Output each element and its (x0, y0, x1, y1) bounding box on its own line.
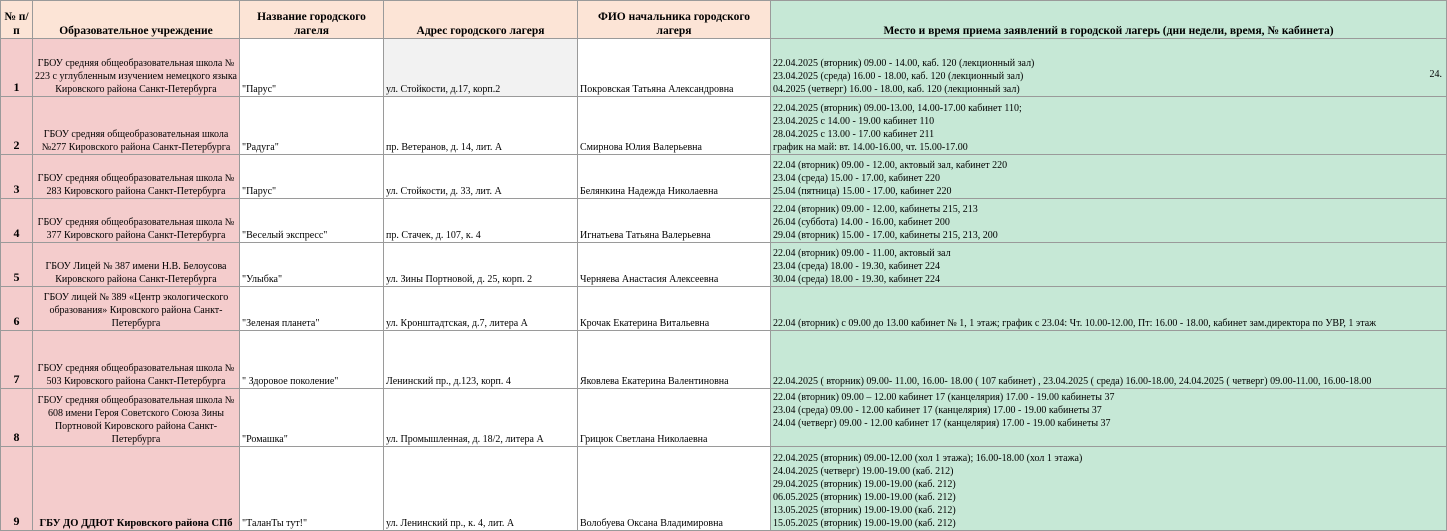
schedule-line: 30.04 (среда) 18.00 - 19.30, кабинет 224 (773, 274, 941, 285)
schedule-line: 22.04 (вторник) 09.00 - 12.00, актовый зал, кабинет 220 (773, 160, 1008, 171)
schedule-cell (771, 287, 1447, 331)
schedule-line: 22.04.2025 (вторник) 09.00-12.00 (хол 1 этажа); 16.00-18.00 (хол 1 этажа) (773, 453, 1083, 464)
row-num: 2 (1, 97, 33, 155)
school-cell: ГБУ ДО ДДЮТ Кировского района СПб (33, 447, 240, 531)
address-cell: ул. Ленинский пр., к. 4, лит. А (384, 447, 578, 531)
schedule-line: 22.04.2025 (вторник) 09.00-13.00, 14.00-17.00 кабинет 110; (773, 103, 1022, 114)
schedule-line: 28.04.2025 с 13.00 - 17.00 кабинет 211 (773, 129, 935, 140)
schedule-line: 13.05.2025 (вторник) 19.00-19.00 (каб. 212) (773, 505, 956, 516)
camp-name-cell: " Здоровое поколение" (240, 331, 384, 389)
schedule-line: 06.05.2025 (вторник) 19.00-19.00 (каб. 212) (773, 492, 956, 503)
schedule-cell (771, 39, 1447, 97)
table-row (1, 389, 1447, 447)
table-row (1, 447, 1447, 531)
row-num: 8 (1, 389, 33, 447)
schedule-cell (771, 155, 1447, 199)
camp-name-cell: "Улыбка" (240, 243, 384, 287)
camp-name-cell: "Зеленая планета" (240, 287, 384, 331)
camp-name-cell: "Парус" (240, 39, 384, 97)
row-num: 7 (1, 331, 33, 389)
director-cell: Волобуева Оксана Владимировна (578, 447, 771, 531)
director-cell: Игнатьева Татьяна Валерьевна (578, 199, 771, 243)
schedule-line: 23.04 (среда) 09.00 - 12.00 кабинет 17 (канцелярия) 17.00 - 19.00 кабинеты 37 (773, 405, 1102, 416)
address-cell: ул. Стойкости, д. 33, лит. А (384, 155, 578, 199)
school-cell: ГБОУ средняя общеобразовательная школа № 503 Кировского района Санкт-Петербурга (33, 331, 240, 389)
schedule-cell (771, 97, 1447, 155)
address-cell: Ленинский пр., д.123, корп. 4 (384, 331, 578, 389)
schedule-line: 23.04.2025 с 14.00 - 19.00 кабинет 110 (773, 116, 935, 127)
schedule-line: 23.04 (среда) 18.00 - 19.30, кабинет 224 (773, 261, 941, 272)
row-num: 6 (1, 287, 33, 331)
schedule-cell (771, 199, 1447, 243)
schedule-line: 22.04 (вторник) 09.00 - 11.00, актовый зал (773, 248, 951, 259)
schedule-line: 22.04 (вторник) с 09.00 до 13.00 кабинет № 1, 1 этаж; график с 23.04: Чт. 10.00-12.00, Пт: 16.00 - 18.00, кабинет зам.директора по УВР, 1 этаж (773, 318, 1377, 329)
schedule-line: 26.04 (суббота) 14.00 - 16.00, кабинет 200 (773, 217, 950, 228)
schedule-line: 22.04.2025 (вторник) 09.00 - 14.00, каб. 120 (лекционный зал) (773, 58, 1035, 69)
schedule-line: 24.04 (четверг) 09.00 - 12.00 кабинет 17 (канцелярия) 17.00 - 19.00 кабинеты 37 (773, 418, 1111, 429)
table-row (1, 155, 1447, 199)
camp-name-cell: "Радуга" (240, 97, 384, 155)
director-cell: Черняева Анастасия Алексеевна (578, 243, 771, 287)
schedule-line: 23.04 (среда) 15.00 - 17.00, кабинет 220 (773, 173, 941, 184)
schedule-line: 22.04.2025 ( вторник) 09.00- 11.00, 16.00- 18.00 ( 107 кабинет) , 23.04.2025 ( среда) 16.00-18.00, 24.04.2025 ( четверг) 09.00-11.00, 16.00-18.00 (773, 376, 1372, 387)
schedule-cell (771, 389, 1447, 447)
school-cell: ГБОУ средняя общеобразовательная школа № 223 с углубленным изучением немецкого языка Кировского района Санкт-Петербурга (33, 39, 240, 97)
header-camp-name: Название городского лагеля (240, 1, 384, 39)
schedule-line: 24.04.2025 (четверг) 19.00-19.00 (каб. 212) (773, 466, 954, 477)
school-cell: ГБОУ средняя общеобразовательная школа № 283 Кировского района Санкт-Петербурга (33, 155, 240, 199)
header-schedule: Место и время приема заявлений в городской лагерь (дни недели, время, № кабинета) (771, 1, 1447, 39)
header-address: Адрес городского лагеря (384, 1, 578, 39)
schedule-line: 29.04.2025 (вторник) 19.00-19.00 (каб. 212) (773, 479, 956, 490)
table-row (1, 331, 1447, 389)
table-row (1, 287, 1447, 331)
schedule-line: 22.04 (вторник) 09.00 - 12.00, кабинеты 215, 213 (773, 204, 978, 215)
director-cell: Покровская Татьяна Александровна (578, 39, 771, 97)
table-row (1, 243, 1447, 287)
row-num: 9 (1, 447, 33, 531)
row-num: 5 (1, 243, 33, 287)
schedule-line: 15.05.2025 (вторник) 19.00-19.00 (каб. 212) (773, 518, 956, 529)
camp-name-cell: "Парус" (240, 155, 384, 199)
schedule-line: 22.04 (вторник) 09.00 – 12.00 кабинет 17 (канцелярия) 17.00 - 19.00 кабинеты 37 (773, 392, 1115, 403)
school-cell: ГБОУ средняя общеобразовательная школа № 608 имени Героя Советского Союза Зины Портновой Кировского района Санкт-Петербурга (33, 389, 240, 447)
director-cell: Крочак Екатерина Витальевна (578, 287, 771, 331)
school-cell: ГБОУ Лицей № 387 имени Н.В. Белоусова Кировского района Санкт-Петербурга (33, 243, 240, 287)
schedule-cell (771, 331, 1447, 389)
schedule-cell (771, 447, 1447, 531)
header-row (1, 1, 1447, 39)
header-num: № п/п (1, 1, 33, 39)
director-cell: Смирнова Юлия Валерьевна (578, 97, 771, 155)
address-cell: ул. Промышленная, д. 18/2, литера А (384, 389, 578, 447)
row-num: 4 (1, 199, 33, 243)
row-num: 3 (1, 155, 33, 199)
director-cell: Яковлева Екатерина Валентиновна (578, 331, 771, 389)
schedule-line: график на май: вт. 14.00-16.00, чт. 15.00-17.00 (773, 142, 968, 153)
schedule-line: 25.04 (пятница) 15.00 - 17.00, кабинет 220 (773, 186, 952, 197)
school-cell: ГБОУ средняя общеобразовательная школа №277 Кировского района Санкт-Петербурга (33, 97, 240, 155)
schedule-line: 29.04 (вторник) 15.00 - 17.00, кабинеты 215, 213, 200 (773, 230, 998, 241)
table-row (1, 39, 1447, 97)
address-cell: ул. Зины Портновой, д. 25, корп. 2 (384, 243, 578, 287)
schedule-cell (771, 243, 1447, 287)
director-cell: Белянкина Надежда Николаевна (578, 155, 771, 199)
address-cell: пр. Ветеранов, д. 14, лит. А (384, 97, 578, 155)
table-row (1, 199, 1447, 243)
table-row (1, 97, 1447, 155)
schedule-line: 23.04.2025 (среда) 16.00 - 18.00, каб. 120 (лекционный зал) (773, 71, 1024, 82)
header-school: Образовательное учреждение (33, 1, 240, 39)
header-director: ФИО начальника городского лагеря (578, 1, 771, 39)
camp-name-cell: "ТаланТы тут!" (240, 447, 384, 531)
director-cell: Грицюк Светлана Николаевна (578, 389, 771, 447)
camp-name-cell: "Веселый экспресс" (240, 199, 384, 243)
address-cell: пр. Стачек, д. 107, к. 4 (384, 199, 578, 243)
camp-name-cell: "Ромашка" (240, 389, 384, 447)
address-cell: ул. Стойкости, д.17, корп.2 (384, 39, 578, 97)
address-cell: ул. Кронштадтская, д.7, литера А (384, 287, 578, 331)
schedule-line: 04.2025 (четверг) 16.00 - 18.00, каб. 120 (лекционный зал) (773, 84, 1020, 95)
school-cell: ГБОУ средняя общеобразовательная школа № 377 Кировского района Санкт-Петербурга (33, 199, 240, 243)
overflow-text: 24. (1429, 69, 1442, 80)
row-num: 1 (1, 39, 33, 97)
school-cell: ГБОУ лицей № 389 «Центр экологического образования» Кировского района Санкт-Петербурга (33, 287, 240, 331)
